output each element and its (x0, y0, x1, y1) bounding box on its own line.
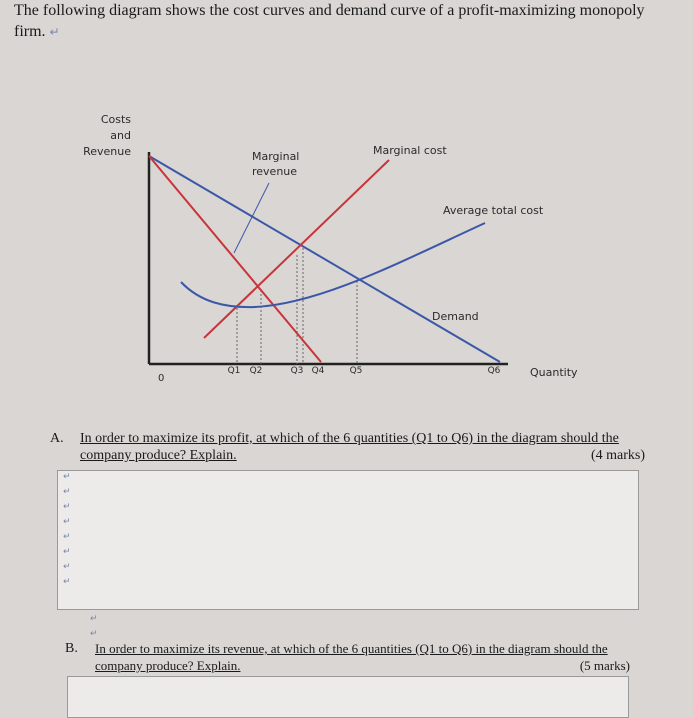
intro-text: The following diagram shows the cost curves and demand curve of a profit-maximizing monopoly firm. (14, 2, 645, 40)
answer-a-paragraph-marks: ↵ ↵ ↵ ↵ ↵ ↵ ↵ ↵ (63, 472, 71, 587)
y-axis-label-line-2: and (110, 129, 131, 142)
question-b-marks: (5 marks) (579, 658, 630, 673)
tick-q6: Q6 (487, 366, 501, 376)
tick-q1: Q1 (227, 366, 241, 376)
intro-paragraph (14, 0, 674, 43)
marginal-cost-label: Marginal cost (373, 144, 447, 157)
question-b (65, 640, 630, 674)
y-axis-label-line-3: Revenue (83, 145, 131, 158)
average-total-cost-label: Average total cost (443, 204, 544, 217)
question-b-text: In order to maximize its revenue, at which of the 6 quantities (Q1 to Q6) in the diagram should the company produce? Explain. (95, 641, 608, 673)
tick-q2: Q2 (249, 366, 263, 376)
demand-label: Demand (432, 310, 479, 323)
paragraph-mark-icon: ↵ (49, 25, 60, 39)
answer-box-b[interactable] (67, 676, 629, 718)
question-a-text: In order to maximize its profit, at which of the 6 quantities (Q1 to Q6) in the diagram should the company produce? Explain. (80, 431, 619, 463)
tick-q5: Q5 (349, 366, 363, 376)
question-a-marks: (4 marks) (590, 448, 645, 463)
question-a-letter: A. (50, 431, 64, 446)
cost-demand-diagram (0, 90, 693, 400)
demand-curve (149, 156, 500, 362)
marginal-revenue-label-line-1: Marginal (252, 150, 300, 163)
marginal-revenue-pointer (234, 183, 269, 253)
origin-label: 0 (158, 373, 165, 384)
tick-q4: Q4 (311, 366, 325, 376)
marginal-revenue-label-line-2: revenue (252, 165, 298, 178)
x-axis-label: Quantity (530, 366, 578, 379)
answer-box-a[interactable] (57, 470, 639, 610)
spacer-paragraph-marks: ↵ ↵ (90, 614, 98, 639)
y-axis-label-line-1: Costs (100, 113, 131, 126)
tick-q3: Q3 (290, 366, 304, 376)
question-a (50, 430, 645, 466)
marginal-revenue-curve (149, 156, 321, 362)
question-b-letter: B. (65, 641, 78, 656)
